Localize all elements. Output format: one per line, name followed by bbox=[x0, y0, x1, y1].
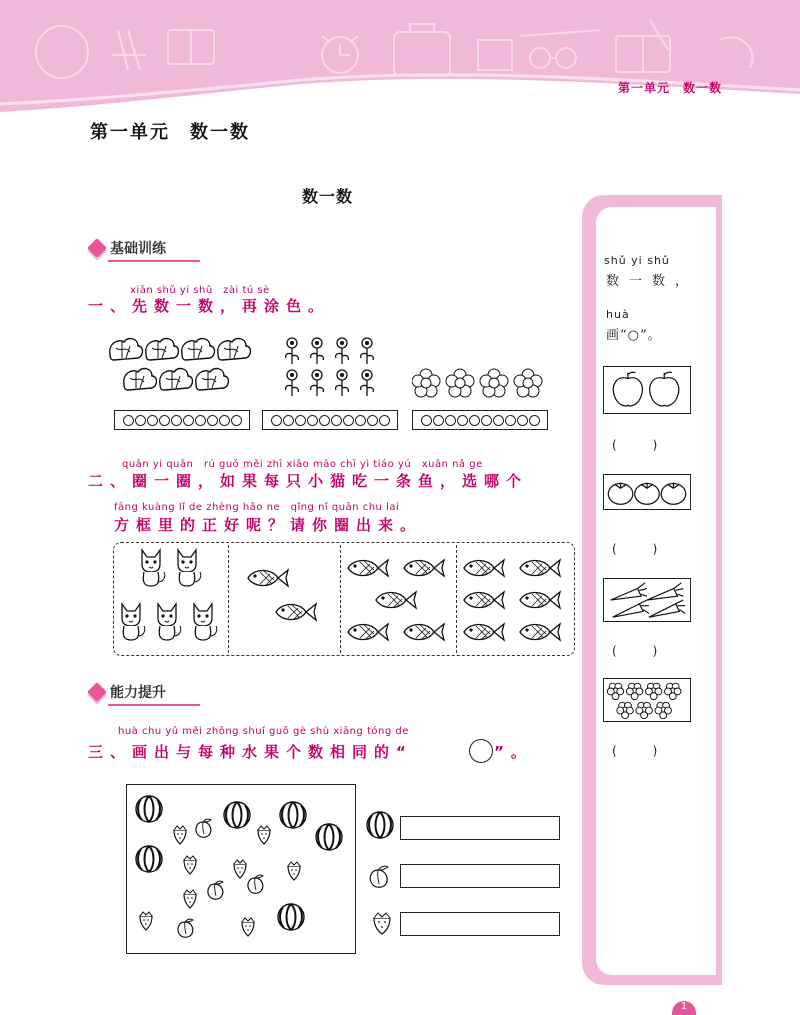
side-pinyin-2: huà bbox=[606, 308, 630, 321]
header-banner bbox=[0, 0, 800, 120]
side-paren-1: ( ) bbox=[612, 438, 658, 452]
cabbage-group bbox=[108, 334, 258, 396]
section-basic-label: 基础训练 bbox=[110, 241, 166, 257]
flower-group bbox=[282, 334, 382, 398]
q1-pinyin: xiān shǔ yi shǔ zài tú sè bbox=[130, 285, 270, 296]
unit-title: 第一单元 数一数 bbox=[90, 122, 250, 143]
answer-box-peach[interactable] bbox=[400, 864, 560, 888]
side-box-carrots[interactable] bbox=[603, 578, 691, 622]
ring-box-3[interactable] bbox=[412, 410, 548, 430]
q2-text-line2: 方框里的正好呢？请你圈出来。 bbox=[114, 516, 423, 534]
strawberry-icon bbox=[372, 910, 392, 936]
side-text-1: 数一数， bbox=[606, 274, 699, 289]
fish-group-5 bbox=[348, 560, 444, 640]
q3-pinyin: huà chu yǔ měi zhǒng shuǐ guǒ gè shù xiāng tóng de bbox=[118, 726, 409, 737]
fruit-scene bbox=[126, 784, 356, 954]
section-advanced-label: 能力提升 bbox=[110, 685, 166, 701]
cat-group bbox=[122, 550, 217, 640]
q3-text-end: ”。 bbox=[494, 743, 533, 761]
gem-icon bbox=[87, 682, 107, 702]
gem-icon bbox=[87, 238, 107, 258]
q2-pinyin-line2: fāng kuàng lǐ de zhèng hǎo ne qǐng nǐ quān chu lai bbox=[114, 502, 400, 513]
side-pinyin-1: shǔ yi shǔ bbox=[604, 254, 670, 267]
q2-text-line1: 二、圈一圈，如果每只小猫吃一条鱼，选哪个 bbox=[88, 472, 529, 490]
answer-box-watermelon[interactable] bbox=[400, 816, 560, 840]
side-text-2: 画“○”。 bbox=[606, 328, 662, 343]
answer-box-strawberry[interactable] bbox=[400, 912, 560, 936]
side-paren-4: ( ) bbox=[612, 744, 658, 758]
fish-group-6 bbox=[464, 560, 560, 640]
ring-box-1[interactable] bbox=[114, 410, 250, 430]
side-paren-3: ( ) bbox=[612, 644, 658, 658]
ring-box-2[interactable] bbox=[262, 410, 398, 430]
side-box-apples[interactable] bbox=[603, 366, 691, 414]
daisy-group bbox=[412, 368, 546, 398]
watermelon-icon bbox=[366, 810, 394, 840]
section-basic-training bbox=[90, 236, 166, 260]
unit-tag: 第一单元 数一数 bbox=[617, 81, 722, 95]
lesson-title: 数一数 bbox=[302, 187, 354, 206]
q2-groups bbox=[114, 544, 574, 654]
page-number: 1 bbox=[672, 1001, 696, 1015]
q2-pinyin-line1: quān yi quān rú guǒ měi zhī xiǎo māo chī yì tiáo yú xuǎn nǎ ge bbox=[122, 459, 483, 470]
side-box-tomatoes[interactable] bbox=[603, 474, 691, 510]
section-advanced bbox=[90, 680, 166, 704]
circle-icon bbox=[469, 739, 493, 763]
fish-group-2 bbox=[248, 570, 316, 620]
q3-text: 三、画出与每种水果个数相同的“ bbox=[88, 743, 413, 761]
side-box-grapes[interactable] bbox=[603, 678, 691, 722]
peach-icon bbox=[368, 864, 394, 890]
side-paren-2: ( ) bbox=[612, 542, 658, 556]
q1-text: 一、先数一数，再涂色。 bbox=[88, 297, 331, 315]
